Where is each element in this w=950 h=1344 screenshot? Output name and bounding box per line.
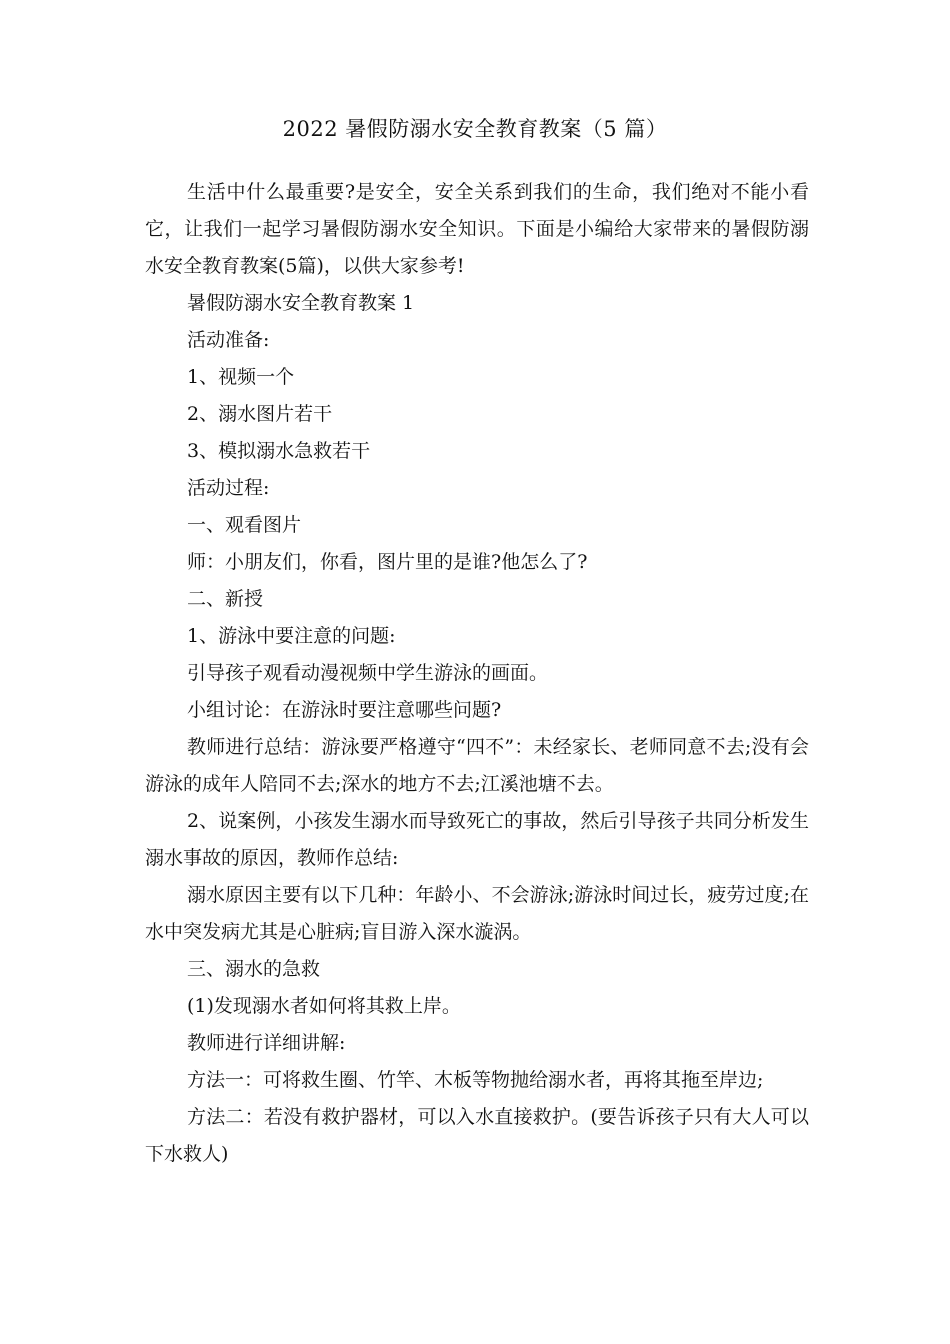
paragraph-process-heading: 活动过程:: [187, 477, 270, 499]
paragraph-drowning-causes: 溺水原因主要有以下几种：年龄小、不会游泳;游泳时间过长，疲劳过度;在水中突发病尤其是心脏病;盲目游入深水漩涡。: [145, 884, 809, 943]
paragraph-prep-item-3: 3、模拟溺水急救若干: [187, 440, 371, 462]
paragraph-group-discussion: 小组讨论：在游泳时要注意哪些问题?: [187, 699, 502, 721]
paragraph-prep-item-2: 2、溺水图片若干: [187, 403, 333, 425]
paragraph-video-guide: 引导孩子观看动漫视频中学生游泳的画面。: [187, 662, 549, 684]
paragraph-preparation-heading: 活动准备:: [187, 329, 270, 351]
paragraph-method-2: 方法二：若没有救护器材，可以入水直接救护。(要告诉孩子只有大人可以下水救人): [145, 1106, 809, 1165]
paragraph-swimming-issues: 1、游泳中要注意的问题:: [187, 625, 396, 647]
document-body: [145, 174, 809, 1173]
paragraph-teacher-summary: 教师进行总结：游泳要严格遵守“四不”：未经家长、老师同意不去;没有会游泳的成年人陪同不去;深水的地方不去;江溪池塘不去。: [145, 736, 809, 795]
paragraph-method-1: 方法一：可将救生圈、竹竿、木板等物抛给溺水者，再将其拖至岸边;: [187, 1069, 764, 1091]
paragraph-teacher-explanation: 教师进行详细讲解:: [187, 1032, 346, 1054]
paragraph-lesson-heading: 暑假防溺水安全教育教案 1: [187, 292, 415, 314]
paragraph-prep-item-1: 1、视频一个: [187, 366, 295, 388]
paragraph-teacher-question: 师：小朋友们，你看，图片里的是谁?他怎么了?: [187, 551, 588, 573]
paragraph-section-3: 三、溺水的急救: [187, 958, 321, 980]
paragraph-rescue-ashore: (1)发现溺水者如何将其救上岸。: [187, 995, 461, 1017]
document-title: 2022 暑假防溺水安全教育教案（5 篇）: [282, 117, 668, 141]
paragraph-case-study: 2、说案例，小孩发生溺水而导致死亡的事故，然后引导孩子共同分析发生溺水事故的原因，教师作总结:: [145, 810, 809, 869]
paragraph-section-1: 一、观看图片: [187, 514, 302, 536]
paragraph-intro: 生活中什么最重要?是安全，安全关系到我们的生命，我们绝对不能小看它，让我们一起学习暑假防溺水安全知识。下面是小编给大家带来的暑假防溺水安全教育教案(5篇)，以供大家参考!: [145, 181, 809, 277]
paragraph-section-2: 二、新授: [187, 588, 264, 610]
